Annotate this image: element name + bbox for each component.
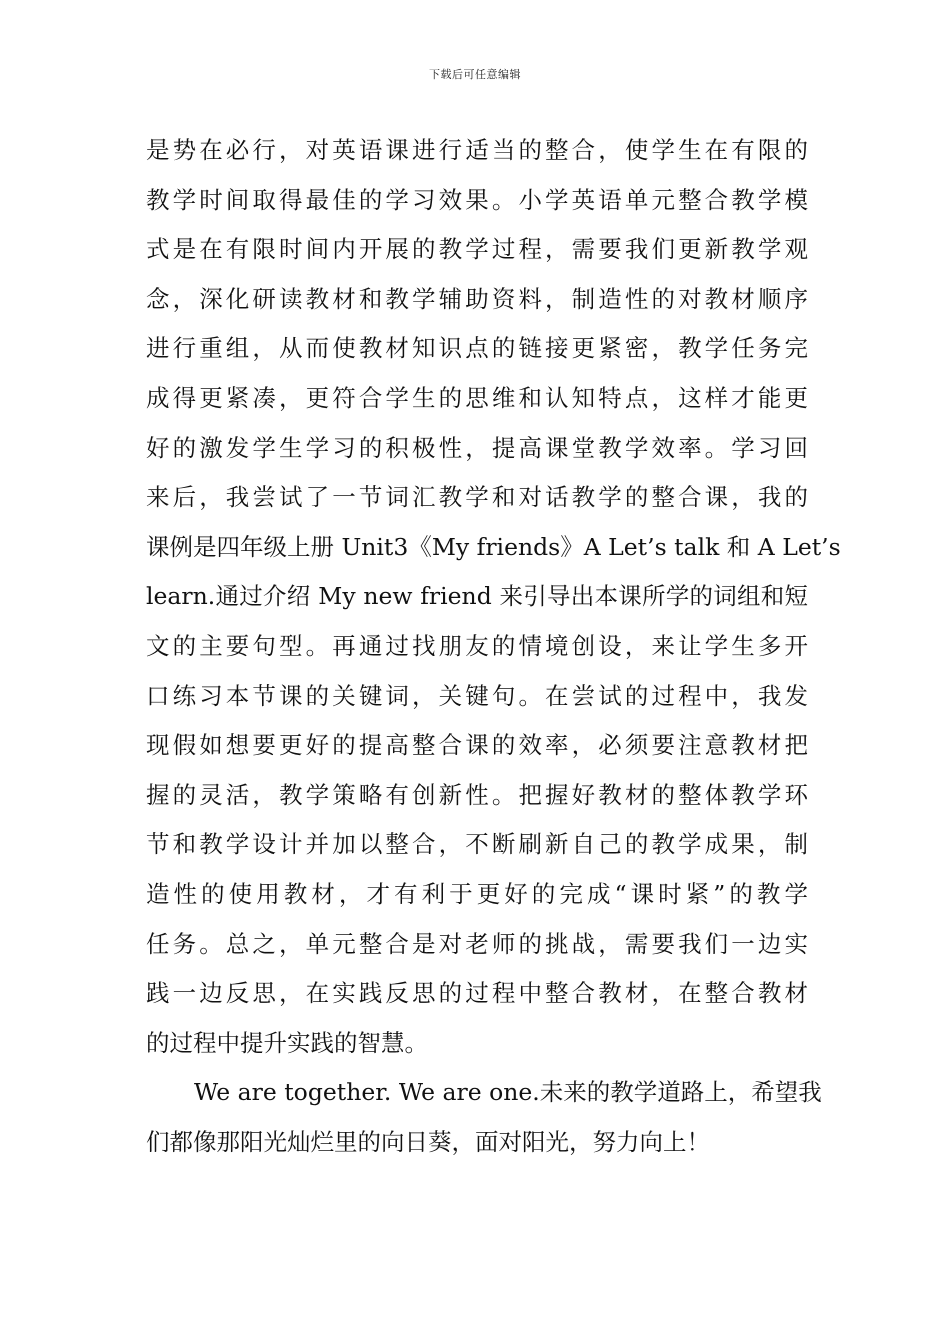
- text-line: 是势在必行，对英语课进行适当的整合，使学生在有限的: [146, 136, 808, 164]
- paragraph-1: [146, 126, 841, 1068]
- text-line: 课例是四年级上册 Unit3《My friends》A Let’s talk 和 A Let’s: [146, 532, 841, 561]
- text-line: 节和教学设计并加以整合，不断刷新自己的教学成果，制: [146, 830, 808, 859]
- text-line: 现假如想要更好的提高整合课的效率，必须要注意教材把: [146, 731, 808, 760]
- text-line: 们都像那阳光灿烂里的向日葵，面对阳光，努力向上！: [146, 1127, 710, 1156]
- text-line: 践一边反思，在实践反思的过程中整合教材，在整合教材: [146, 979, 808, 1008]
- text-line: 来后，我尝试了一节词汇教学和对话教学的整合课，我的: [146, 483, 808, 512]
- text-line: 成得更紧凑，更符合学生的思维和认知特点，这样才能更: [146, 383, 808, 412]
- text-line: 造性的使用教材，才有利于更好的完成“课时紧”的教学: [146, 879, 808, 908]
- document-body: [146, 126, 841, 1167]
- text-line: 教学时间取得最佳的学习效果。小学英语单元整合教学模: [146, 185, 808, 214]
- text-line: 文的主要句型。再通过找朋友的情境创设，来让学生多开: [146, 631, 808, 660]
- page-header-note: 下载后可任意编辑: [429, 68, 521, 81]
- text-line: learn.通过介绍 My new friend 来引导出本课所学的词组和短: [146, 582, 808, 611]
- text-line: 的过程中提升实践的智慧。: [146, 1028, 428, 1057]
- text-line: 式是在有限时间内开展的教学过程，需要我们更新教学观: [146, 235, 808, 264]
- text-line: 口练习本节课的关键词，关键句。在尝试的过程中，我发: [146, 681, 808, 710]
- text-line: 任务。总之，单元整合是对老师的挑战，需要我们一边实: [146, 929, 808, 958]
- paragraph-2: [146, 1068, 822, 1167]
- text-line: 进行重组，从而使教材知识点的链接更紧密，教学任务完: [146, 334, 808, 363]
- text-line: We are together. We are one.未来的教学道路上，希望我: [194, 1078, 822, 1107]
- text-line: 好的激发学生学习的积极性，提高课堂教学效率。学习回: [146, 433, 808, 462]
- text-line: 握的灵活，教学策略有创新性。把握好教材的整体教学环: [146, 780, 808, 809]
- text-line: 念，深化研读教材和教学辅助资料，制造性的对教材顺序: [146, 284, 808, 313]
